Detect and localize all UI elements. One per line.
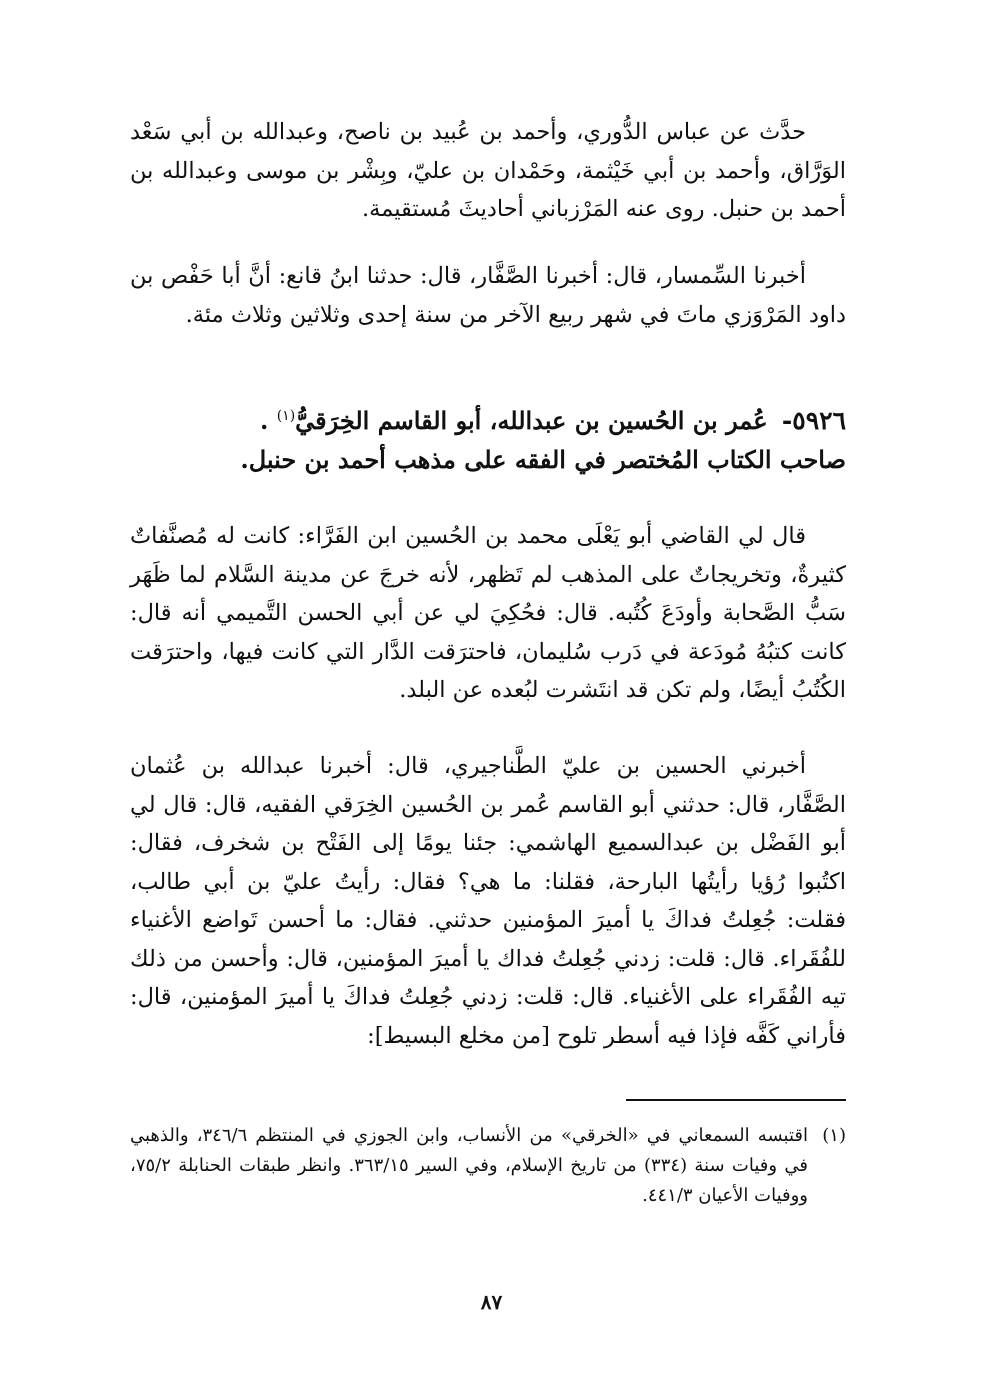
page-number: ٨٧ bbox=[480, 1290, 503, 1314]
paragraph-writings bbox=[130, 517, 846, 710]
footnote-marker: (١) bbox=[822, 1125, 846, 1146]
paragraph-text: قال لي القاضي أبو يَعْلَى محمد بن الحُسين ابن الفَرَّاء: كانت له مُصنَّفاتٌ كثيرةٌ، وتخريجاتٌ على المذهب لم تَظهر، لأنه خرجَ عن مدينة السَّلام لما ظَهَر سَبُّ الصَّحابة وأودَعَ كُتُبه. قال: فحُكِيَ لي عن أبي الحسن التَّميمي أنه قال: كانت كتبُهُ مُودَعة في دَرب سُليمان، فاحترَقت الدَّار التي كانت فيها، واحترَقت الكُتُبُ أيضًا، ولم تكن قد انتَشرت لبُعده عن البلد. bbox=[130, 523, 846, 703]
entry-title-line bbox=[130, 397, 846, 440]
paragraph-text: أخبرني الحسين بن عليّ الطَّناجيري، قال: أخبرنا عبدالله بن عُثمان الصَّفَّار، قال: حدثني أبو القاسم عُمر بن الحُسين الخِرَقي الفقيه، قال: قال لي أبو الفَضْل بن عبدالسميع الهاشمي: جئنا يومًا إلى الفَتْح بن شخرف، فقال: اكتُبوا رُؤيا رأيتُها البارحة، فقلنا: ما هي؟ فقال: رأيتُ عليّ بن أبي طالب، فقلت: جُعِلتُ فداكَ يا أميرَ المؤمنين حدثني. فقال: ما أحسن تَواضع الأغنياء للفُقَراء. قال: قلت: زدني جُعِلتُ فداك يا أميرَ المؤمنين، قال: وأحسن من ذلك تيه الفُقَراء على الأغنياء. قال: قلت: زدني جُعِلتُ فداكَ يا أميرَ المؤمنين، قال: فأراني كَفَّه فإذا فيه أسطر تلوح [من مخلع البسيط]: bbox=[130, 753, 846, 1049]
paragraph-text: أخبرنا السِّمسار، قال: أخبرنا الصَّفَّار، قال: حدثنا ابنُ قانع: أنَّ أبا حَفْص بن داود المَرْوَزي ماتَ في شهر ربيع الآخر من سنة إحدى وثلاثين وثلاث مئة. bbox=[130, 263, 846, 328]
entry-number: ٥٩٢٦- bbox=[781, 406, 846, 435]
biography-entry-heading bbox=[130, 397, 846, 479]
entry-description: صاحب الكتاب المُختصر في الفقه على مذهب أحمد بن حنبل. bbox=[240, 445, 846, 474]
paragraph-death-report bbox=[130, 257, 846, 334]
paragraph-text: حدَّث عن عباس الدُّوري، وأحمد بن عُبيد بن ناصح، وعبدالله بن أبي سَعْد الوَرَّاق، وأحمد بن أبي خَيْثمة، وحَمْدان بن عليّ، وبِشْر بن موسى وعبدالله بن أحمد بن حنبل. روى عنه المَرْزباني أحاديثَ مُستقيمة. bbox=[130, 119, 846, 222]
paragraph-narrators bbox=[130, 113, 846, 229]
entry-title: عُمر بن الحُسين بن عبدالله، أبو القاسم الخِرَقيُّ bbox=[295, 406, 768, 435]
entry-title-period: . bbox=[259, 406, 269, 435]
paragraph-dream-narration bbox=[130, 747, 846, 1055]
footnote-text: اقتبسه السمعاني في «الخرقي» من الأنساب، وابن الجوزي في المنتظم ٣٤٦/٦، والذهبي في وفيات سنة (٣٣٤) من تاريخ الإسلام، وفي السير ٣٦٣/١٥. وانظر طبقات الحنابلة ٧٥/٢، ووفيات الأعيان ٤٤١/٣. bbox=[130, 1125, 808, 1206]
footnote bbox=[130, 1121, 846, 1211]
footnote-divider bbox=[626, 1099, 846, 1101]
footnote-reference: (١) bbox=[276, 408, 296, 424]
